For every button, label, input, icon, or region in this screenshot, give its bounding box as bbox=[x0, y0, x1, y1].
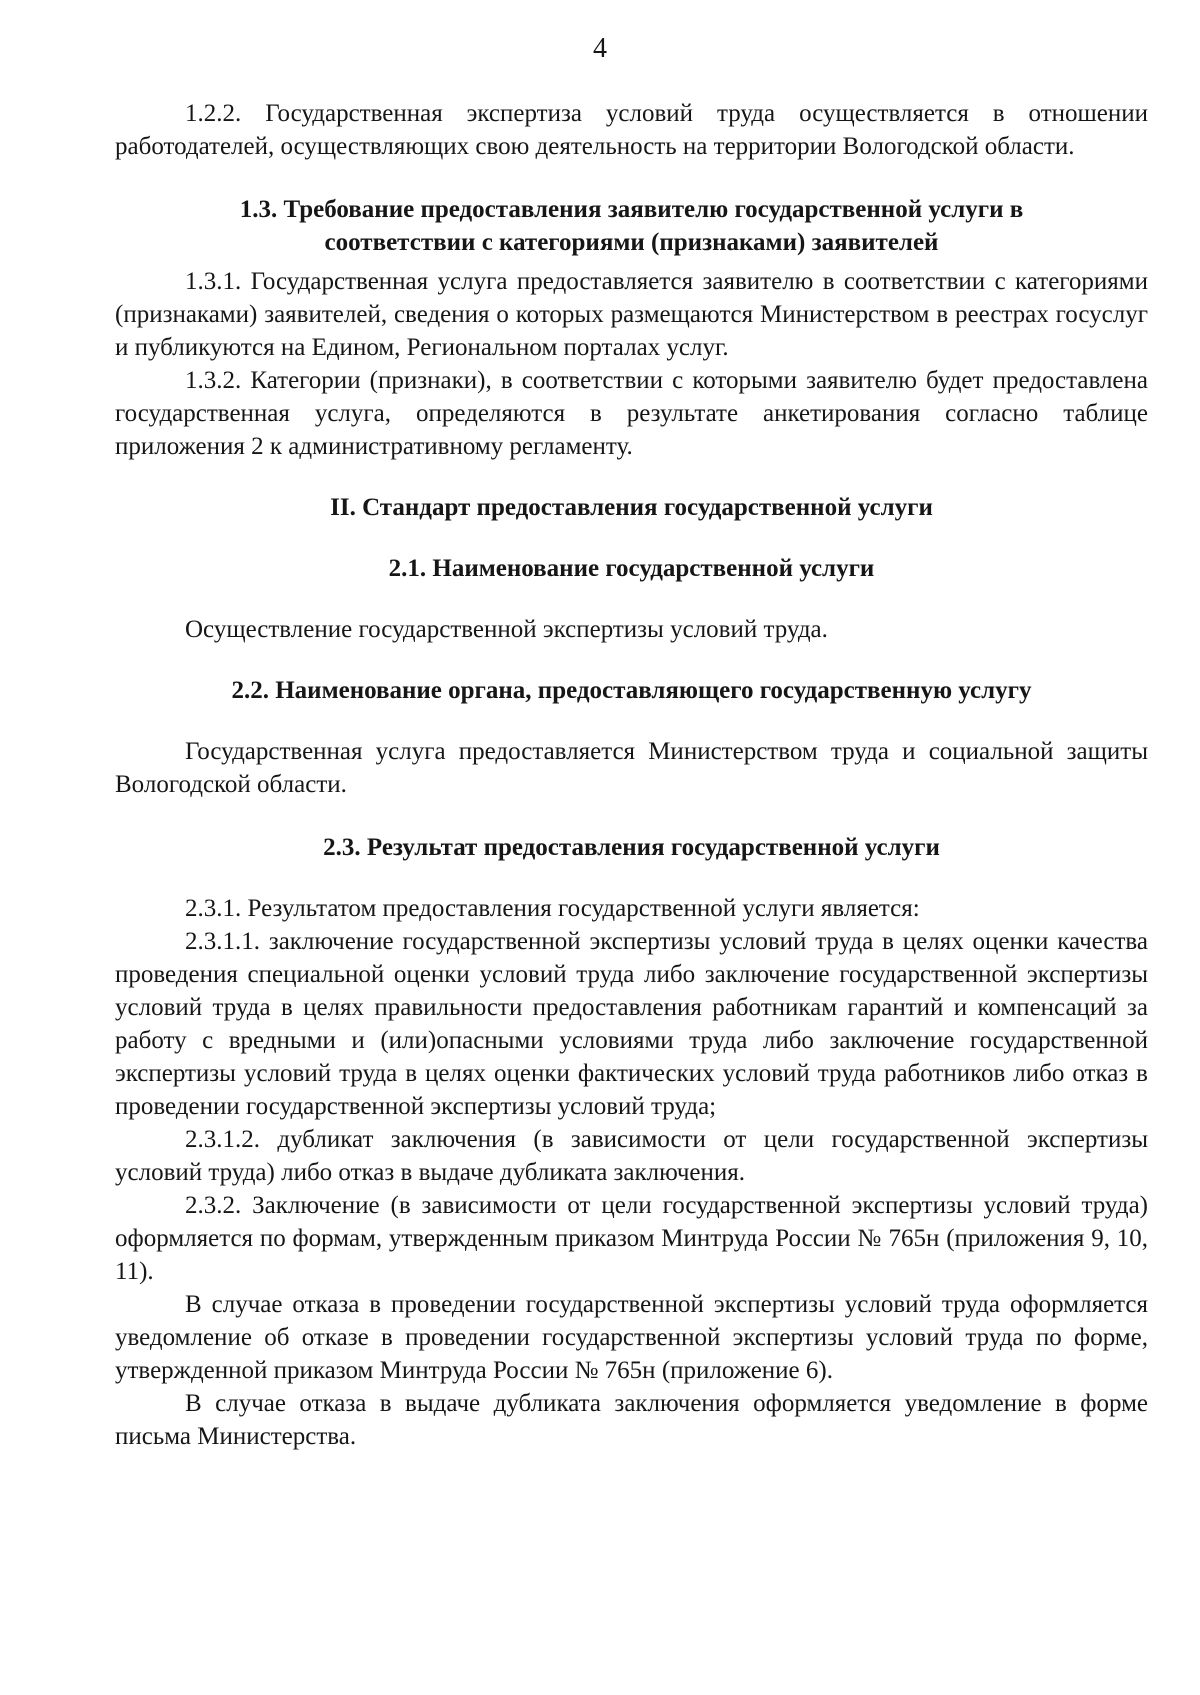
heading-2-1: 2.1. Наименование государственной услуги bbox=[388, 555, 875, 582]
heading-1-3-line-1: 1.3. Требование предоставления заявителю государственной услуги в bbox=[239, 196, 1024, 223]
paragraph-1-2-2: 1.2.2. Государственная экспертиза условий труда осуществляется в отношении работодателей, осуществляющих свою деятельность на территории Вологодской области. bbox=[115, 100, 1148, 160]
heading-2-3: 2.3. Результат предоставления государственной услуги bbox=[323, 834, 940, 861]
paragraph-2-3-2: 2.3.2. Заключение (в зависимости от цели государственной экспертизы условий труда) оформляется по формам, утвержденным приказом Минтруда России № 765н (приложения 9, 10, 11). bbox=[115, 1192, 1148, 1285]
paragraph-2-3-1: 2.3.1. Результатом предоставления государственной услуги является: bbox=[185, 895, 920, 922]
heading-2-2: 2.2. Наименование органа, предоставляющего государственную услугу bbox=[231, 677, 1032, 704]
paragraph-2-1: Осуществление государственной экспертизы условий труда. bbox=[185, 616, 828, 643]
paragraph-2-3-1-1: 2.3.1.1. заключение государственной экспертизы условий труда в целях оценки качества проведения специальной оценки условий труда либо заключение государственной экспертизы условий труда в целях правильности предоставления работникам гарантий и компенсаций за работу с вредными и (или)опасными условиями труда либо заключение государственной экспертизы условий труда в целях оценки фактических условий труда работников либо отказ в проведении государственной экспертизы условий труда; bbox=[115, 928, 1148, 1120]
paragraph-refusal-duplicate: В случае отказа в выдаче дубликата заключения оформляется уведомление в форме письма Министерства. bbox=[115, 1390, 1148, 1450]
document-body bbox=[115, 97, 1148, 1453]
paragraph-1-3-2: 1.3.2. Категории (признаки), в соответствии с которыми заявителю будет предоставлена государственная услуга, определяются в результате анкетирования согласно таблице приложения 2 к административному регламенту. bbox=[115, 367, 1148, 460]
paragraph-2-3-1-2: 2.3.1.2. дубликат заключения (в зависимости от цели государственной экспертизы условий труда) либо отказ в выдаче дубликата заключения. bbox=[115, 1126, 1148, 1186]
heading-1-3-line-2: соответствии с категориями (признаками) заявителей bbox=[324, 229, 939, 256]
paragraph-2-2: Государственная услуга предоставляется Министерством труда и социальной защиты Вологодской области. bbox=[115, 738, 1148, 798]
paragraph-1-3-1: 1.3.1. Государственная услуга предоставляется заявителю в соответствии с категориями (признаками) заявителей, сведения о которых размещаются Министерством в реестрах госуслуг и публикуются на Едином, Региональном порталах услуг. bbox=[115, 268, 1148, 361]
heading-section-ii: II. Стандарт предоставления государственной услуги bbox=[330, 494, 933, 521]
page-number: 4 bbox=[593, 33, 607, 64]
heading-1-3 bbox=[115, 193, 1148, 259]
paragraph-refusal-conduct: В случае отказа в проведении государственной экспертизы условий труда оформляется уведомление об отказе в проведении государственной экспертизы условий труда по форме, утвержденной приказом Минтруда России № 765н (приложение 6). bbox=[115, 1291, 1148, 1384]
